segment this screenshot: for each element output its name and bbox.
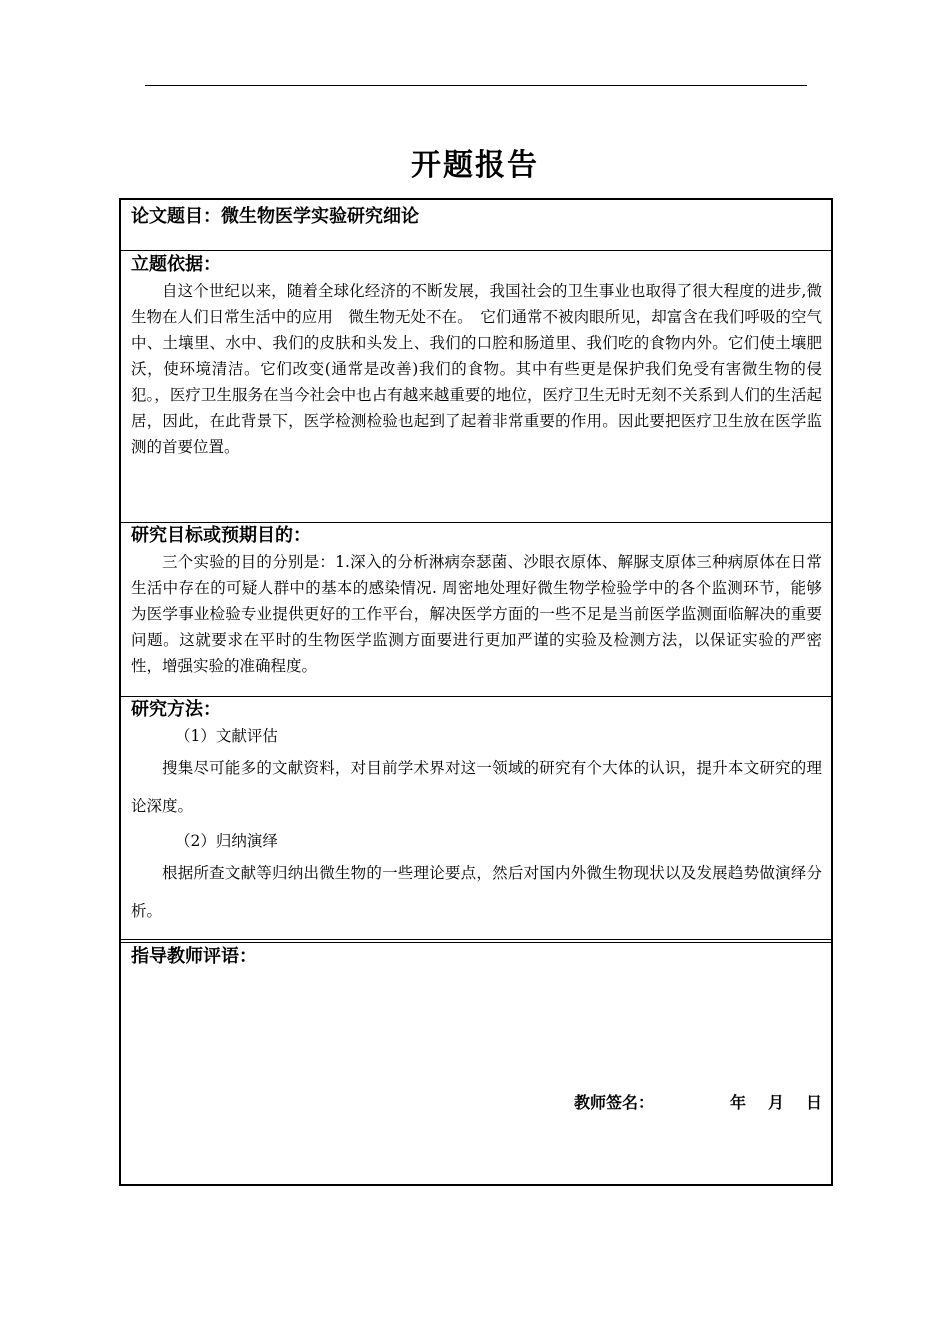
- thesis-title-value: 微生物医学实验研究细论: [221, 206, 419, 227]
- method-item-2-text: 根据所查文献等归纳出微生物的一些理论要点，然后对国内外微生物现状以及发展趋势做演绎分析。: [131, 864, 822, 920]
- objectives-heading: 研究目标或预期目的：: [131, 525, 311, 546]
- basis-section: [121, 252, 831, 460]
- advisor-heading: 指导教师评语：: [131, 946, 257, 967]
- thesis-title-label: 论文题目：: [131, 206, 221, 227]
- basis-text: 自这个世纪以来，随着全球化经济的不断发展，我国社会的卫生事业也取得了很大程度的进步,微生物在人们日常生活中的应用 微生物无处不在。 它们通常不被肉眼所见，却富含在我们呼吸的空气中、土壤里、水中、我们的皮肤和头发上、我们的口腔和肠道里、我们吃的食物内外。它们使土壤肥沃，使环境清洁。它们改变(通常是改善)我们的食物。其中有些更是保护我们免受有害微生物的侵犯。，医疗卫生服务在当今社会中也占有越来越重要的地位，医疗卫生无时无刻不关系到人们的生活起居，因此，在此背景下，医学检测检验也起到了起着非常重要的作用。因此要把医疗卫生放在医学监测的首要位置。: [131, 282, 822, 456]
- header-rule: [145, 85, 807, 86]
- date-day: 日: [805, 1093, 822, 1112]
- row-divider-double: [121, 939, 831, 943]
- basis-heading: 立题依据：: [131, 254, 221, 275]
- thesis-title: [131, 204, 822, 230]
- method-item-1-text: 搜集尽可能多的文献资料，对目前学术界对这一领域的研究有个大体的认识，提升本文研究的理论深度。: [131, 759, 822, 815]
- objectives-section: [121, 523, 831, 679]
- method-item-2: （2）归纳演绎: [175, 832, 278, 850]
- objectives-text: 三个实验的目的分别是：1.深入的分析淋病奈瑟菌、沙眼衣原体、解脲支原体三种病原体在日常生活中存在的可疑人群中的基本的感染情况. 周密地处理好微生物学检验学中的各个监测环节，能够为医学事业检验专业提供更好的工作平台，解决医学方面的一些不足是当前医学监测面临解决的重要问题。这就要求在平时的生物医学监测方面要进行更加严谨的实验及检测方法，以保证实验的严密性，增强实验的准确程度。: [131, 553, 822, 675]
- page-title: 开题报告: [411, 148, 539, 183]
- date-year: 年: [729, 1093, 746, 1112]
- signature-label: 教师签名：: [573, 1093, 654, 1112]
- report-table: [119, 198, 833, 1186]
- methods-heading: 研究方法：: [131, 699, 221, 720]
- row-divider: [121, 250, 831, 251]
- signature-line: [574, 1090, 822, 1113]
- thesis-title-row: [121, 204, 831, 230]
- methods-section: [121, 697, 831, 930]
- method-item-1: （1）文献评估: [175, 727, 278, 745]
- date-month: 月: [767, 1093, 784, 1112]
- advisor-section: [121, 944, 831, 1182]
